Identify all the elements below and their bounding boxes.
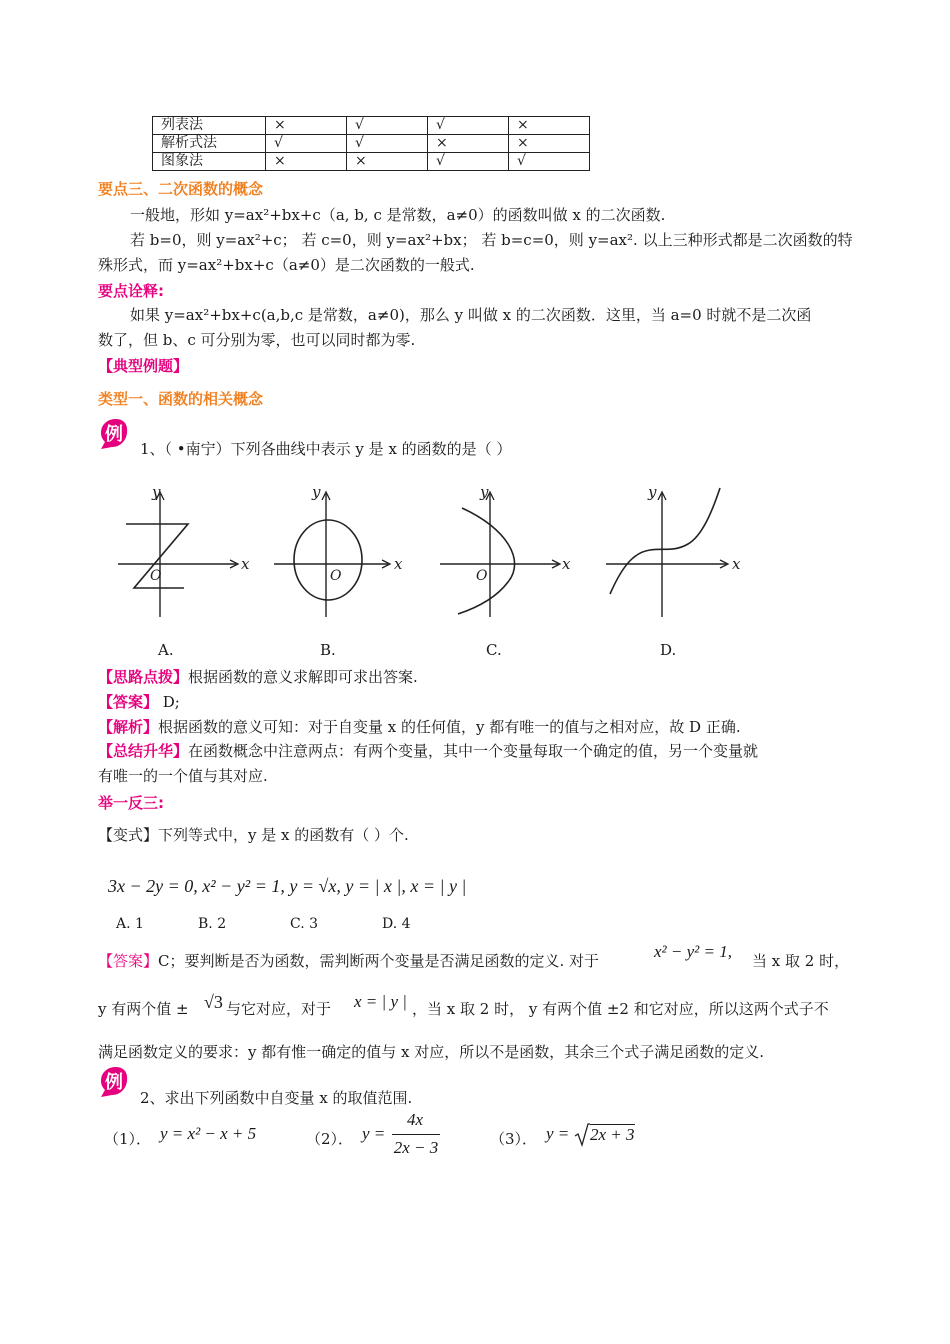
- paragraph: 殊形式，而 y=ax²+bx+c（a≠0）是二次函数的一般式.: [98, 256, 475, 274]
- answer-text: 与它对应，对于: [226, 1000, 332, 1018]
- table-cell: √: [428, 153, 509, 171]
- origin-label: O: [476, 568, 488, 584]
- badge-text: 例: [105, 424, 123, 445]
- answer-text: 当 x 取 2 时，: [752, 952, 850, 970]
- option-label: A.: [158, 641, 174, 659]
- x-axis-label: x: [732, 555, 741, 573]
- answer-label: 【答案】: [98, 952, 159, 970]
- x-axis-label: x: [394, 555, 403, 573]
- fraction-bar: [392, 1134, 440, 1135]
- radicand: 2x + 3: [590, 1125, 635, 1144]
- radical-icon: [574, 1122, 590, 1148]
- table-cell: √: [266, 135, 347, 153]
- table-cell: √: [509, 153, 590, 171]
- question: 2、求出下列函数中自变量 x 的取值范围.: [140, 1089, 413, 1107]
- summary-line: [98, 740, 758, 761]
- graph-b: [272, 482, 422, 622]
- summary-continuation: 有唯一的一个值与其对应.: [98, 767, 268, 785]
- choice: D. 4: [382, 916, 411, 932]
- practice-heading: 举一反三:: [98, 794, 164, 812]
- item-label: （3）．: [490, 1130, 538, 1148]
- notes-heading: 要点诠释:: [98, 282, 164, 300]
- table-cell: ×: [509, 135, 590, 153]
- paragraph: 一般地，形如 y=ax²+bx+c（a, b, c 是常数，a≠0）的函数叫做 x 的二次函数.: [130, 206, 666, 224]
- variant-question: 【变式】下列等式中，y 是 x 的函数有（ ）个.: [98, 826, 409, 844]
- sqrt-expression: √3: [204, 992, 223, 1012]
- function-lhs: y =: [546, 1124, 570, 1143]
- answer-text: 满足函数定义的要求：y 都有惟一确定的值与 x 对应，所以不是函数，其余三个式子满足函数的定义.: [98, 1043, 765, 1061]
- table-row: [153, 117, 590, 135]
- methods-table: [152, 116, 590, 171]
- option-label: D.: [660, 641, 677, 659]
- summary-text: 在函数概念中注意两点：有两个变量，其中一个变量每取一个确定的值，另一个变量就: [188, 742, 759, 760]
- analysis-text: 根据函数的意义可知：对于自变量 x 的任何值，y 都有唯一的值与之相对应，故 D 正确.: [158, 718, 741, 736]
- y-axis-label: y: [312, 483, 321, 501]
- answer-label: 【答案】: [98, 693, 159, 711]
- choice: A. 1: [116, 916, 144, 932]
- answer-text: C；要判断是否为函数，需判断两个变量是否满足函数的定义. 对于: [158, 952, 600, 970]
- table-row: [153, 153, 590, 171]
- table-cell: ×: [347, 153, 428, 171]
- table-cell: √: [347, 117, 428, 135]
- answer-text: y 有两个值 ±: [98, 1000, 189, 1018]
- option-label: C.: [486, 641, 502, 659]
- function-lhs: y =: [362, 1124, 386, 1143]
- x-axis-label: x: [241, 555, 250, 573]
- type-heading: 类型一、函数的相关概念: [98, 390, 264, 408]
- item-label: （2）．: [306, 1130, 354, 1148]
- choice: B. 2: [198, 916, 227, 932]
- y-axis-label: y: [480, 483, 489, 501]
- item-label: （1）．: [104, 1130, 152, 1148]
- hint-label: 【思路点拨】: [98, 668, 189, 686]
- answer-text: D;: [158, 693, 180, 711]
- answer-line: [98, 950, 599, 971]
- graph-c: [436, 482, 586, 622]
- x-axis-label: x: [562, 555, 571, 573]
- summary-label: 【总结升华】: [98, 742, 189, 760]
- y-axis-label: y: [648, 483, 657, 501]
- section-heading: 要点三、二次函数的概念: [98, 180, 264, 198]
- option-label: B.: [320, 641, 336, 659]
- table-cell: √: [347, 135, 428, 153]
- hint-text: 根据函数的意义求解即可求出答案.: [188, 668, 418, 686]
- table-cell: √: [428, 117, 509, 135]
- table-cell: ×: [266, 153, 347, 171]
- origin-label: O: [150, 568, 162, 584]
- table-row: [153, 135, 590, 153]
- example-badge-icon: [96, 416, 130, 450]
- table-row-label: 列表法: [153, 117, 266, 135]
- analysis-label: 【解析】: [98, 718, 159, 736]
- table-row-label: 图象法: [153, 153, 266, 171]
- fraction-denominator: 2x − 3: [393, 1138, 439, 1157]
- function-expression: y = x² − x + 5: [160, 1124, 257, 1143]
- y-axis-label: y: [152, 483, 161, 501]
- origin-label: O: [330, 568, 342, 584]
- equation: x = | y |: [354, 992, 407, 1011]
- paragraph: 数了，但 b、c 可分别为零，也可以同时都为零.: [98, 331, 416, 349]
- example-badge-icon: [96, 1064, 130, 1098]
- table-row-label: 解析式法: [153, 135, 266, 153]
- answer-text: ，当 x 取 2 时， y 有两个值 ±2 和它对应，所以这两个式子不: [412, 1000, 829, 1018]
- question: 1、（ •南宁）下列各曲线中表示 y 是 x 的函数的是（ ）: [140, 440, 512, 458]
- choice: C. 3: [290, 916, 319, 932]
- graph-d: [602, 482, 752, 622]
- graph-a: [108, 482, 258, 622]
- fraction-numerator: 4x: [406, 1110, 424, 1129]
- examples-heading: 【典型例题】: [98, 357, 189, 375]
- table-cell: ×: [428, 135, 509, 153]
- analysis-line: [98, 716, 741, 737]
- paragraph: 如果 y=ax²+bx+c(a,b,c 是常数，a≠0)，那么 y 叫做 x 的二次函数．这里，当 a=0 时就不是二次函: [130, 306, 812, 324]
- hint-line: [98, 666, 418, 687]
- paragraph: 若 b=0，则 y=ax²+c； 若 c=0，则 y=ax²+bx； 若 b=c=0，则 y=ax². 以上三种形式都是二次函数的特: [130, 231, 853, 249]
- table-cell: ×: [509, 117, 590, 135]
- equation-list: 3x − 2y = 0, x² − y² = 1, y = √x, y = | x |, x = | y |: [108, 876, 467, 896]
- table-cell: ×: [266, 117, 347, 135]
- answer-line: [98, 691, 180, 712]
- equation: x² − y² = 1,: [654, 942, 732, 961]
- badge-text: 例: [105, 1072, 123, 1093]
